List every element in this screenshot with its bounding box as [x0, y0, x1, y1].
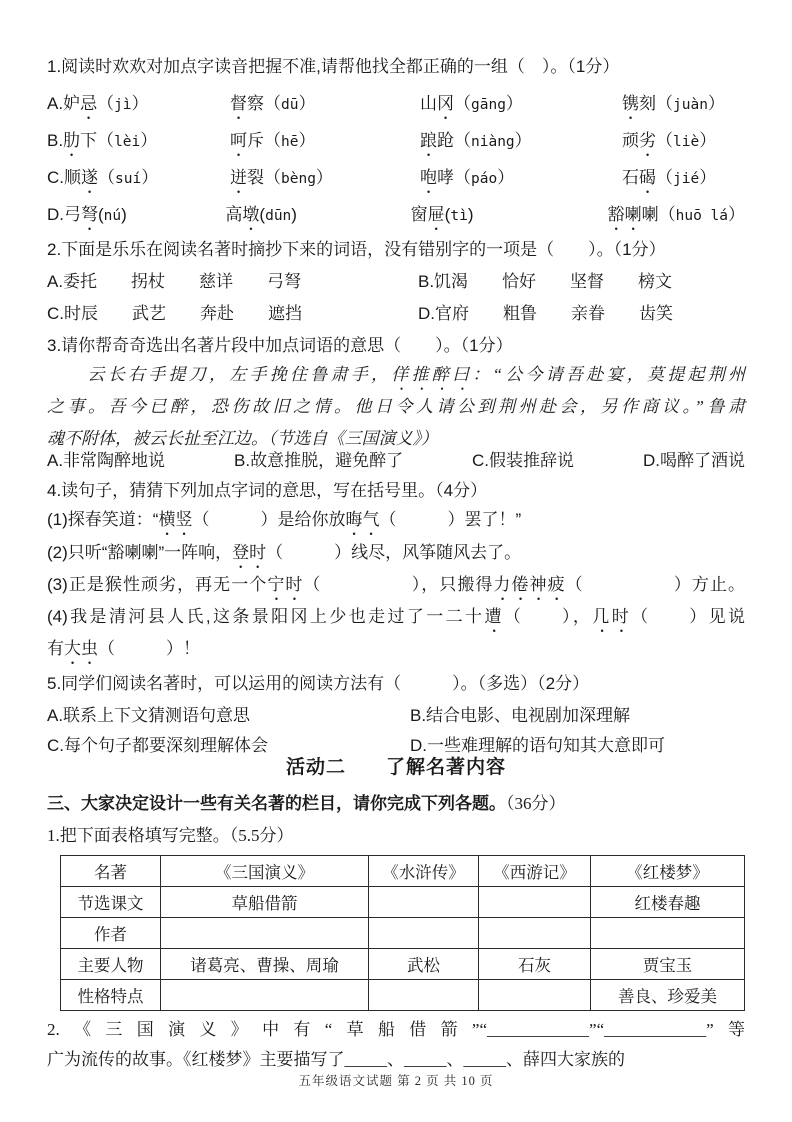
- text-segment: bèng: [281, 171, 316, 187]
- text-segment: 晦: [345, 510, 363, 529]
- q3-option-d: D.喝醉了酒说: [642, 451, 745, 470]
- q4-item-1: [47, 508, 745, 539]
- text-segment: ：“公今请吾赴宴，莫提起荆州: [472, 365, 746, 384]
- q1-b-word-2: [230, 129, 420, 160]
- table-cell: 名著: [61, 856, 161, 887]
- table-cell: 善良、珍爱美: [591, 980, 745, 1011]
- q1-c-word-2: [230, 166, 420, 197]
- table-cell: 《红楼梦》: [591, 856, 745, 887]
- text-segment: ): [467, 205, 474, 224]
- q3-passage-line-2: [47, 395, 745, 419]
- q1-option-row-b: [47, 129, 745, 160]
- text-segment: 遂: [81, 168, 98, 187]
- text-segment: 高: [225, 205, 243, 224]
- text-segment: 肋: [63, 131, 81, 150]
- text-segment: 几: [592, 607, 612, 626]
- text-segment: 虫: [81, 639, 98, 658]
- table-row-characters: [61, 949, 745, 980]
- q1-option-row-c: [47, 166, 745, 197]
- q1-d-word-4: [608, 203, 745, 234]
- table-cell: [479, 918, 591, 949]
- text-segment: 察（: [247, 94, 281, 113]
- text-segment: 喇: [624, 205, 642, 224]
- text-segment: （ ），: [503, 607, 593, 626]
- q1-c-word-4: [622, 166, 716, 197]
- q2-option-d: D.官府 粗鲁 亲眷 齿笑: [418, 304, 673, 323]
- text-segment: C.顺: [47, 168, 81, 187]
- q1-option-row-a: [47, 92, 745, 123]
- q4-item-3: [47, 573, 745, 604]
- text-segment: ）: [131, 94, 149, 113]
- text-segment: 踉: [420, 131, 437, 150]
- text-segment: 横: [158, 510, 176, 529]
- q1-b-word-1: [47, 129, 230, 160]
- text-segment: 时: [611, 607, 632, 626]
- text-segment: 推: [411, 365, 432, 384]
- text-segment: 冈: [437, 94, 454, 113]
- text-segment: ）: [298, 94, 316, 113]
- q1-c-word-3: [420, 166, 622, 197]
- table-cell: 红楼春趣: [591, 887, 745, 918]
- text-segment: （ ）线尽，风筝随风去了。: [266, 543, 522, 562]
- text-segment: ）: [497, 168, 515, 187]
- table-cell: [161, 980, 369, 1011]
- text-segment: 镌: [622, 94, 639, 113]
- table-cell: 《三国演义》: [161, 856, 369, 887]
- text-segment: 疲: [547, 575, 566, 594]
- text-segment: (3)正是猴性顽劣，再无一个: [47, 575, 268, 594]
- table-cell: 石灰: [479, 949, 591, 980]
- text-segment: 时: [285, 575, 304, 594]
- q1-d-word-2: [225, 203, 410, 234]
- q1-b-word-3: [420, 129, 622, 160]
- text-segment: A.妒: [47, 94, 81, 113]
- q4-item-4-line-1: [47, 605, 745, 636]
- text-segment: 倦: [511, 575, 530, 594]
- q5-option-a: A.联系上下文猜测语句意思: [47, 706, 251, 725]
- text-segment: 屉: [427, 205, 445, 224]
- table-cell: [591, 918, 745, 949]
- page-footer: 五年级语文试题 第 2 页 共 10 页: [298, 1074, 494, 1088]
- table-cell: [369, 887, 479, 918]
- text-segment: 弩: [81, 205, 98, 224]
- books-table: [60, 855, 745, 1011]
- q5-option-b: B.结合电影、电视剧加深理解: [410, 706, 631, 725]
- text-segment: (1)探春笑道：“: [47, 510, 159, 529]
- text-segment: ）: [315, 168, 333, 187]
- q3-option-a: A.非常陶醉地说: [47, 451, 166, 470]
- text-segment: （ ）方止。: [565, 575, 746, 594]
- text-segment: suí: [115, 171, 142, 187]
- q3-passage-line-1: [47, 363, 745, 394]
- text-segment: lèi: [114, 134, 141, 150]
- q5-option-c: C.每个句子都要深刻理解体会: [47, 736, 268, 755]
- text-segment: 遭: [484, 607, 504, 626]
- table-cell: 贾宝玉: [591, 949, 745, 980]
- table-cell: 作者: [61, 918, 161, 949]
- text-segment: （: [454, 94, 471, 113]
- section3-q2-line-1: 2.《三国演义》中有“草船借箭”“____________”“____________”等: [47, 1020, 745, 1039]
- text-segment: 下（: [80, 131, 115, 150]
- text-segment: 山: [420, 94, 437, 113]
- table-row-titles: [61, 856, 745, 887]
- q1-option-row-d: [47, 203, 745, 234]
- text-segment: （: [656, 131, 673, 150]
- text-segment: 迸: [230, 168, 247, 187]
- text-segment: (: [444, 205, 451, 224]
- text-segment: niàng: [471, 134, 515, 150]
- table-cell: 诸葛亮、曹操、周瑜: [161, 949, 369, 980]
- text-segment: 神: [529, 575, 548, 594]
- q1-d-word-1: [47, 203, 225, 234]
- text-segment: gāng: [471, 97, 506, 113]
- q3-option-b: B.故意推脱，避免醉了: [234, 451, 404, 470]
- q4-item-4-line-2: [47, 637, 745, 668]
- text-segment: （: [98, 168, 115, 187]
- q1-a-word-4: [622, 92, 725, 123]
- text-segment: juàn: [673, 97, 708, 113]
- q4-item-2: [47, 541, 745, 572]
- text-segment: 宁: [267, 575, 286, 594]
- text-segment: dūn: [265, 208, 292, 224]
- section-3-heading: [47, 792, 745, 816]
- text-segment: dū: [281, 97, 299, 113]
- text-segment: tì: [450, 208, 468, 224]
- text-segment: （ ）！: [98, 639, 200, 658]
- text-segment: （: [656, 168, 673, 187]
- text-segment: ): [121, 205, 127, 224]
- q1-a-word-2: [230, 92, 420, 123]
- q2-option-a: A.委托 拐杖 慈详 弓弩: [47, 272, 302, 291]
- q1-d-word-3: [411, 203, 608, 234]
- q3-option-c: C.假装推辞说: [472, 451, 575, 470]
- text-segment: 斥（: [247, 131, 281, 150]
- text-segment: 哮（: [437, 168, 471, 187]
- text-segment: 督: [230, 94, 247, 113]
- q5-option-d: D.一些难理解的语句知其大意即可: [410, 736, 665, 755]
- text-segment: 大: [64, 639, 81, 658]
- text-segment: páo: [471, 171, 498, 187]
- text-segment: (2)只听“豁喇喇”一阵响，: [47, 543, 233, 562]
- text-segment: 云长右手提刀，左手挽住鲁肃手，: [47, 365, 392, 384]
- text-segment: 气: [362, 510, 380, 529]
- text-segment: hē: [281, 134, 299, 150]
- section3-q2-line-2: 广为流传的故事。《红楼梦》主要描写了_____、_____、_____、薛四大家族的: [47, 1050, 625, 1069]
- text-segment: （ ）见说: [631, 607, 746, 626]
- text-segment: ）: [728, 205, 745, 224]
- table-cell: 主要人物: [61, 949, 161, 980]
- table-cell: [161, 918, 369, 949]
- text-segment: 豁: [607, 205, 625, 224]
- text-segment: ): [291, 205, 297, 224]
- q5-option-row-ab: [47, 704, 745, 728]
- question-3-stem: 3.请你帮奇奇选出名著片段中加点词语的意思（ ）。（1分）: [47, 336, 513, 355]
- text-segment: 有: [47, 639, 64, 658]
- text-segment: ）: [514, 131, 532, 150]
- text-segment: 劣: [639, 131, 656, 150]
- table-cell: 节选课文: [61, 887, 161, 918]
- text-segment: 咆: [420, 168, 437, 187]
- table-row-traits: [61, 980, 745, 1011]
- text-segment: ）: [505, 94, 523, 113]
- text-segment: nú: [103, 208, 122, 224]
- q1-a-word-1: [47, 92, 230, 123]
- text-segment: 呵: [230, 131, 247, 150]
- text-segment: 顽: [622, 131, 639, 150]
- text-segment: D.弓: [47, 205, 81, 224]
- text-segment: ）: [699, 168, 717, 187]
- text-segment: ）: [141, 168, 159, 187]
- text-segment: ）: [699, 131, 717, 150]
- text-segment: 竖: [175, 510, 193, 529]
- text-segment: 刻（: [639, 94, 673, 113]
- q3-option-row: [47, 449, 745, 473]
- text-segment: (4)我是清河县人氏,这条景阳冈上少也走过了一二十: [47, 607, 485, 626]
- text-segment: 墩: [242, 205, 260, 224]
- text-segment: 醉: [431, 365, 453, 384]
- section-3-score: （36分）: [506, 794, 566, 813]
- text-segment: 喇（: [641, 205, 676, 224]
- table-cell: 《水浒传》: [369, 856, 479, 887]
- q1-a-word-3: [420, 92, 622, 123]
- text-segment: (: [98, 205, 104, 224]
- table-cell: 性格特点: [61, 980, 161, 1011]
- q2-option-c: C.时辰 武艺 奔赴 遮挡: [47, 304, 302, 323]
- text-segment: 佯: [391, 365, 412, 384]
- activity-2-heading: 活动二 了解名著内容: [285, 757, 506, 778]
- text-segment: ）: [707, 94, 725, 113]
- q2-option-row-cd: [47, 302, 745, 326]
- table-cell: 草船借箭: [161, 887, 369, 918]
- question-1-stem: 1.阅读时欢欢对加点字读音把握不准,请帮他找全都正确的一组（ ）。（1分）: [47, 57, 620, 76]
- question-5-stem: 5.同学们阅读名著时，可以运用的阅读方法有（ ）。（多选）（2分）: [47, 674, 590, 693]
- section-3-title: 三、大家决定设计一些有关名著的栏目，请你完成下列各题。: [47, 794, 506, 813]
- table-cell: [479, 980, 591, 1011]
- q3-passage-line-3: [47, 427, 745, 451]
- text-segment: （ ）罢了！”: [379, 510, 522, 529]
- text-segment: 力: [493, 575, 512, 594]
- text-segment: 之事。吾今已醉，恐伤故旧之情。他日令人请公到荆州赴会，另作商议。”鲁肃: [47, 397, 745, 416]
- q1-c-word-1: [47, 166, 230, 197]
- text-segment: 忌: [80, 94, 98, 113]
- text-segment: huō lá: [675, 208, 728, 224]
- table-cell: 武松: [369, 949, 479, 980]
- text-segment: （ ）是给你放: [192, 510, 346, 529]
- text-segment: 曰: [452, 365, 473, 384]
- text-segment: （ ），只搬得: [303, 575, 494, 594]
- text-segment: liè: [673, 134, 700, 150]
- text-segment: 碣: [639, 168, 656, 187]
- q2-option-b: B.饥渴 恰好 坚督 榜文: [418, 272, 673, 291]
- table-cell: [479, 887, 591, 918]
- text-segment: 裂（: [247, 168, 281, 187]
- q2-option-row-ab: [47, 270, 745, 294]
- text-segment: 石: [622, 168, 639, 187]
- text-segment: 登: [232, 543, 250, 562]
- text-segment: 跄（: [437, 131, 471, 150]
- table-row-excerpt: [61, 887, 745, 918]
- text-segment: jié: [673, 171, 700, 187]
- table-cell: [369, 980, 479, 1011]
- text-segment: （: [97, 94, 115, 113]
- question-4-stem: 4.读句子，猜猜下列加点字词的意思，写在括号里。（4分）: [47, 481, 488, 500]
- text-segment: (: [259, 205, 266, 224]
- table-cell: [369, 918, 479, 949]
- text-segment: jì: [114, 97, 132, 113]
- q1-b-word-4: [622, 129, 716, 160]
- table-cell: 《西游记》: [479, 856, 591, 887]
- table-row-author: [61, 918, 745, 949]
- text-segment: ）: [140, 131, 158, 150]
- text-segment: 魂不附体，被云长扯至江边。（节选自《三国演义》）: [47, 429, 438, 448]
- text-segment: ）: [298, 131, 316, 150]
- text-segment: 窗: [410, 205, 428, 224]
- text-segment: B.: [47, 131, 64, 150]
- text-segment: 时: [249, 543, 267, 562]
- question-2-stem: 2.下面是乐乐在阅读名著时摘抄下来的词语，没有错别字的一项是（ ）。（1分）: [47, 240, 666, 259]
- section-3-sub-question: 1.把下面表格填写完整。（5.5分）: [47, 826, 294, 845]
